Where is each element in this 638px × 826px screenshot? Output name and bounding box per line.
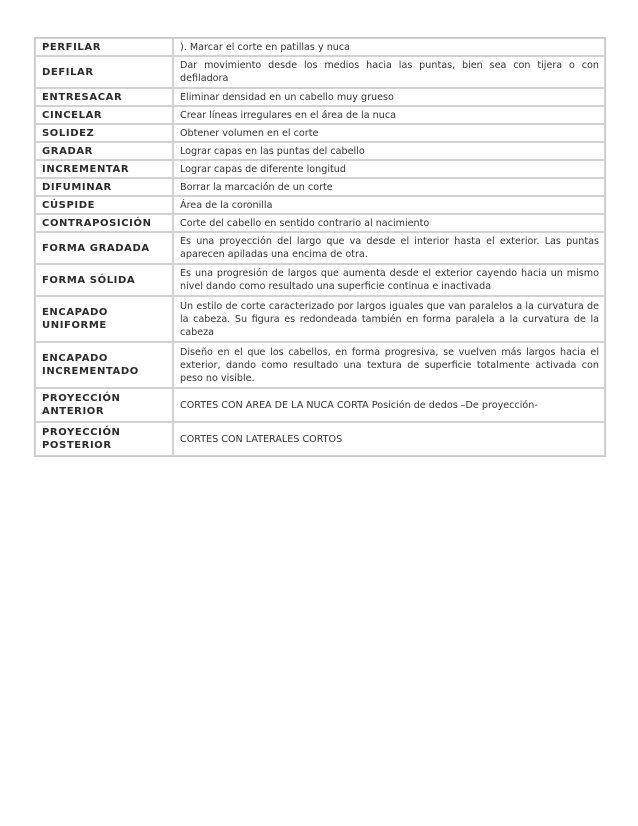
table-row xyxy=(35,196,605,214)
definition-cell: Borrar la marcación de un corte xyxy=(173,178,605,196)
term-cell: DEFILAR xyxy=(35,56,173,88)
term-cell: ENCAPADO INCREMENTADO xyxy=(35,342,173,388)
term-cell: PROYECCIÓN ANTERIOR xyxy=(35,388,173,422)
term-cell: INCREMENTAR xyxy=(35,160,173,178)
table-row xyxy=(35,214,605,232)
table-row xyxy=(35,142,605,160)
definition-cell: Eliminar densidad en un cabello muy grueso xyxy=(173,88,605,106)
table-row xyxy=(35,422,605,456)
definition-cell: Obtener volumen en el corte xyxy=(173,124,605,142)
term-cell: ENTRESACAR xyxy=(35,88,173,106)
table-row xyxy=(35,388,605,422)
definition-cell: Corte del cabello en sentido contrario al nacimiento xyxy=(173,214,605,232)
definition-cell: Lograr capas en las puntas del cabello xyxy=(173,142,605,160)
term-cell: PERFILAR xyxy=(35,38,173,56)
table-row xyxy=(35,178,605,196)
definition-cell: ). Marcar el corte en patillas y nuca xyxy=(173,38,605,56)
definition-cell: CORTES CON LATERALES CORTOS xyxy=(173,422,605,456)
term-cell: PROYECCIÓN POSTERIOR xyxy=(35,422,173,456)
definition-cell: Lograr capas de diferente longitud xyxy=(173,160,605,178)
glossary-table xyxy=(34,37,606,457)
table-row xyxy=(35,342,605,388)
term-cell: FORMA GRADADA xyxy=(35,232,173,264)
term-cell: DIFUMINAR xyxy=(35,178,173,196)
table-row xyxy=(35,232,605,264)
table-row xyxy=(35,56,605,88)
table-row xyxy=(35,296,605,342)
definition-cell: CORTES CON AREA DE LA NUCA CORTA Posición de dedos –De proyección- xyxy=(173,388,605,422)
term-cell: SOLIDEZ xyxy=(35,124,173,142)
definition-cell: Dar movimiento desde los medios hacia las puntas, bien sea con tijera o con defiladora xyxy=(173,56,605,88)
term-cell: CÚSPIDE xyxy=(35,196,173,214)
table-row xyxy=(35,124,605,142)
definition-cell: Un estilo de corte caracterizado por largos iguales que van paralelos a la curvatura de la cabeza. Su figura es redondeada también en forma paralela a la curvatura de la cabeza xyxy=(173,296,605,342)
definition-cell: Es una progresión de largos que aumenta desde el exterior cayendo hacia un mismo nivel dando como resultado una superficie continua e inactivada xyxy=(173,264,605,296)
term-cell: FORMA SÓLIDA xyxy=(35,264,173,296)
term-cell: GRADAR xyxy=(35,142,173,160)
table-row xyxy=(35,88,605,106)
term-cell: CINCELAR xyxy=(35,106,173,124)
table-row xyxy=(35,38,605,56)
term-cell: CONTRAPOSICIÓN xyxy=(35,214,173,232)
term-cell: ENCAPADO UNIFORME xyxy=(35,296,173,342)
definition-cell: Diseño en el que los cabellos, en forma progresiva, se vuelven más largos hacia el exterior, dando como resultado una textura de superficie totalmente activada con peso no visible. xyxy=(173,342,605,388)
definition-cell: Es una proyección del largo que va desde el interior hasta el exterior. Las puntas aparecen apiladas una encima de otra. xyxy=(173,232,605,264)
table-row xyxy=(35,106,605,124)
definition-cell: Área de la coronilla xyxy=(173,196,605,214)
table-row xyxy=(35,160,605,178)
definition-cell: Crear líneas irregulares en el área de la nuca xyxy=(173,106,605,124)
table-row xyxy=(35,264,605,296)
